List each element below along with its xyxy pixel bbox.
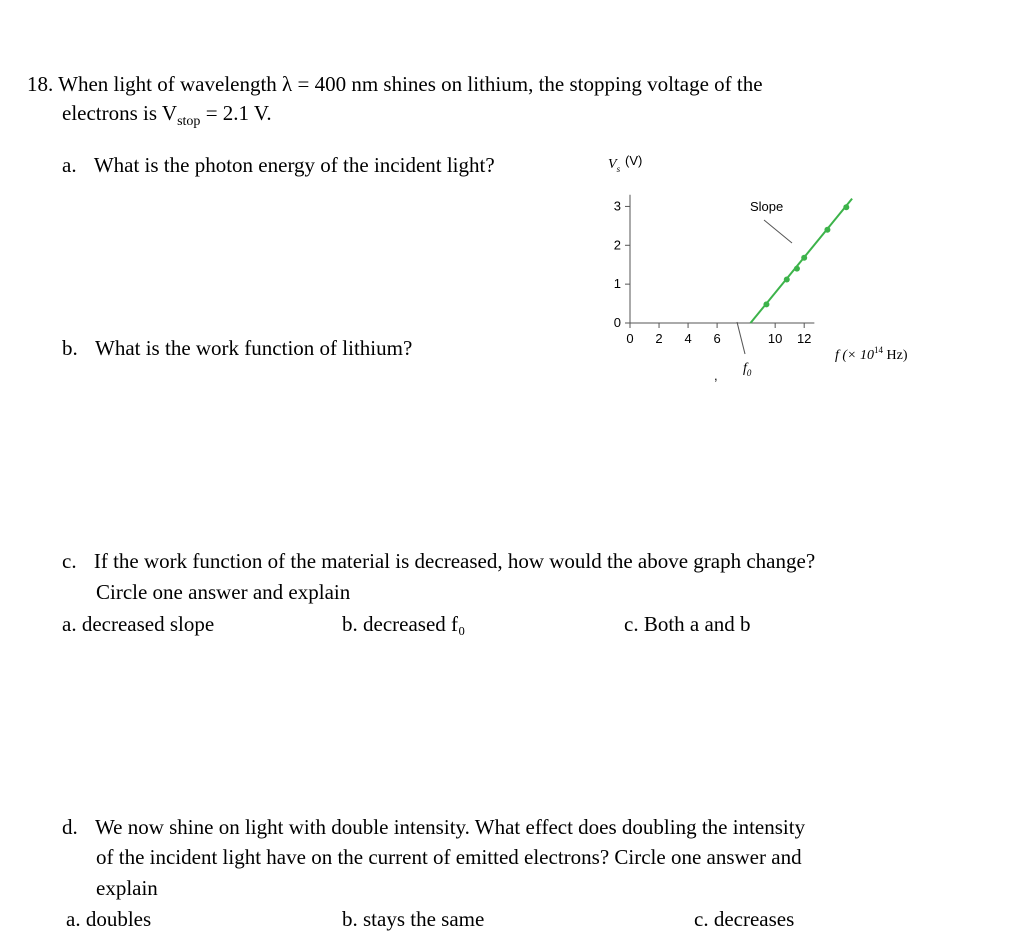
f0-pointer <box>737 322 745 354</box>
stray-mark: , <box>714 368 718 383</box>
data-point <box>843 204 849 210</box>
part-d-text-line3: explain <box>96 876 158 900</box>
problem-stem-line1 <box>27 72 763 97</box>
part-d-option-a[interactable]: a. doubles <box>66 907 152 931</box>
part-c-text-line1: If the work function of the material is decreased, how would the above graph change? <box>93 549 816 573</box>
part-a-text: What is the photon energy of the incident light? <box>93 153 495 177</box>
part-c-letter: c. <box>62 549 77 573</box>
part-b-question <box>62 336 412 361</box>
x-tick-label: 0 <box>626 331 634 346</box>
problem-stem-text: When light of wavelength λ = 400 nm shines on lithium, the stopping voltage of the <box>58 72 763 96</box>
part-c-option-a[interactable]: a. decreased slope <box>62 612 215 636</box>
part-d-letter: d. <box>62 815 78 839</box>
problem-number: 18. <box>27 72 54 96</box>
x-tick-label: 10 <box>767 331 783 346</box>
y-axis-label: $V_s$ <box>608 157 621 174</box>
x-tick-label: 4 <box>684 331 692 346</box>
x-tick-label: 2 <box>655 331 663 346</box>
x-tick-label: 12 <box>796 331 812 346</box>
data-point <box>824 227 830 233</box>
part-c-question-line1 <box>62 549 815 574</box>
slope-pointer <box>764 220 792 243</box>
y-tick-label: 0 <box>613 315 621 330</box>
x-axis-label: f (× $10^{14}$ Hz) <box>835 345 908 363</box>
data-point <box>801 255 807 261</box>
part-d-text-line1: We now shine on light with double intensity. What effect does doubling the intensity <box>95 815 806 839</box>
data-point <box>763 301 769 307</box>
part-c-option-b[interactable]: b. decreased f₀ <box>342 612 466 636</box>
part-a-letter: a. <box>62 153 77 177</box>
part-d-text-line2: of the incident light have on the current of emitted electrons? Circle one answer and <box>96 845 802 869</box>
part-b-text: What is the work function of lithium? <box>95 336 413 360</box>
part-a-question <box>62 153 495 178</box>
part-d-question-line1 <box>62 815 805 840</box>
y-tick-label: 3 <box>613 198 621 214</box>
problem-stem-line2: electrons is $V_{stop} = 2.1$ V. <box>62 101 272 129</box>
stop-subscript: stop <box>177 114 201 129</box>
part-d-option-b[interactable]: b. stays the same <box>342 907 485 931</box>
data-point <box>784 276 790 282</box>
part-b-letter: b. <box>62 336 78 360</box>
x-tick-label: 6 <box>713 331 721 346</box>
part-d-option-c[interactable]: c. decreases <box>694 907 795 931</box>
part-c-option-c[interactable]: c. Both a and b <box>624 612 751 636</box>
y-tick-label: 1 <box>613 276 621 292</box>
y-tick-label: 2 <box>613 237 621 253</box>
slope-label: Slope <box>750 199 784 214</box>
data-point <box>794 266 800 272</box>
y-axis-unit: (V) <box>625 153 643 168</box>
part-c-text-line2: Circle one answer and explain <box>96 580 351 604</box>
stopping-voltage-graph <box>580 140 940 390</box>
f0-label: $f_0$ <box>743 361 752 378</box>
